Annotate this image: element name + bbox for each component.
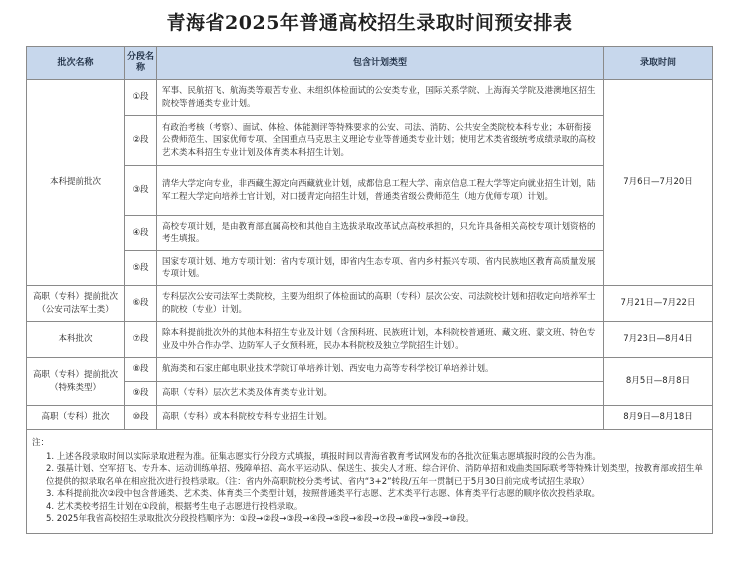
note-line: 1. 上述各段录取时间以实际录取进程为准。征集志愿实行分段方式填报，填报时间以青海省教育考试网发布的各批次征集志愿填报时段的公告为准。 bbox=[46, 451, 601, 462]
time-cell: 8月5日—8月8日 bbox=[604, 358, 713, 406]
time-cell: 7月6日—7月20日 bbox=[604, 80, 713, 286]
schedule-table bbox=[26, 46, 713, 534]
segment-cell: ⑥段 bbox=[125, 286, 157, 322]
page-title: 青海省2025年普通高校招生录取时间预安排表 bbox=[166, 12, 573, 34]
segment-cell: ⑤段 bbox=[125, 251, 157, 286]
plan-cell: 有政治考核（考察）、面试、体检、体能测评等特殊要求的公安、司法、消防、公共安全类院校本科专业；本研衔接公费师范生、国家优师专项、全国重点马克思主义理论专业等普通类专业计划；使用艺术类省级统考成绩录取的高校艺术类本科招生专业计划及体育类本科招生计划。 bbox=[157, 116, 604, 166]
plan-cell: 专科层次公安司法军士类院校，主要为组织了体检面试的高职（专科）层次公安、司法院校计划和招收定向培养军士的院校（专业）计划。 bbox=[157, 286, 604, 322]
table-row bbox=[27, 358, 713, 382]
table-row bbox=[27, 322, 713, 358]
header-batch: 批次名称 bbox=[27, 47, 125, 80]
note-line: 5. 2025年我省高校招生录取批次分段投档顺序为：①段→②段→③段→④段→⑤段→⑥段→⑦段→⑧段→⑨段→⑩段。 bbox=[46, 514, 474, 525]
batch-vocational-early-special: 高职（专科）提前批次（特殊类型） bbox=[27, 358, 125, 406]
plan-cell: 军事、民航招飞、航海类等艰苦专业、未组织体检面试的公安类专业，国际关系学院、上海海关学院及港澳地区招生院校等普通类专业计划。 bbox=[157, 80, 604, 116]
table-row bbox=[27, 80, 713, 116]
plan-cell: 高职（专科）或本科院校专科专业招生计划。 bbox=[157, 406, 604, 430]
batch-undergrad-early: 本科提前批次 bbox=[27, 80, 125, 286]
segment-cell: ④段 bbox=[125, 216, 157, 251]
batch-undergrad: 本科批次 bbox=[27, 322, 125, 358]
plan-cell: 国家专项计划、地方专项计划：省内专项计划，即省内生态专项、省内乡村振兴专项、省内民族地区教育高质量发展专项计划。 bbox=[157, 251, 604, 286]
plan-cell: 清华大学定向专业，非西藏生源定向西藏就业计划，成都信息工程大学、南京信息工程大学等定向就业招生计划，陆军工程大学定向培养士官计划，对口援青定向招生计划，普通类省级公费师范生（地方优师专项）计划。 bbox=[157, 166, 604, 216]
header-segment: 分段名称 bbox=[125, 47, 157, 80]
note-line: 4. 艺术类校考招生计划在①段前，根据考生电子志愿进行投档录取。 bbox=[46, 501, 303, 512]
segment-cell: ⑨段 bbox=[125, 382, 157, 406]
segment-cell: ②段 bbox=[125, 116, 157, 166]
note-line: 2. 强基计划、空军招飞、专升本、运动训练单招、残障单招、高水平运动队、保送生、拔尖人才班、综合评价、消防单招和戏曲类国际联考等特殊计划类型，按教育部或招生单位提供的拟录取名单在相应批次进行投档录取。（注：省内外高职院校分类考试、省内“3+2”转段/五年一贯制已于5月30日前完成考试招生录取） bbox=[46, 464, 703, 487]
segment-cell: ①段 bbox=[125, 80, 157, 116]
segment-cell: ⑦段 bbox=[125, 322, 157, 358]
plan-cell: 高职（专科）层次艺术类及体育类专业计划。 bbox=[157, 382, 604, 406]
notes-section bbox=[27, 430, 713, 534]
notes-heading: 注： bbox=[32, 438, 50, 449]
header-row bbox=[27, 47, 713, 80]
note-line: 3. 本科提前批次②段中包含普通类、艺术类、体育类三个类型计划，按照普通类平行志愿、艺术类平行志愿、体育类平行志愿的顺序依次投档录取。 bbox=[46, 489, 600, 500]
header-plan: 包含计划类型 bbox=[157, 47, 604, 80]
table-row bbox=[27, 286, 713, 322]
plan-cell: 高校专项计划，是由教育部直属高校和其他自主选拔录取改革试点高校承担的，只允许具备相关高校专项计划资格的考生填报。 bbox=[157, 216, 604, 251]
time-cell: 7月23日—8月4日 bbox=[604, 322, 713, 358]
batch-vocational-early-police: 高职（专科）提前批次（公安司法军士类） bbox=[27, 286, 125, 322]
time-cell: 8月9日—8月18日 bbox=[604, 406, 713, 430]
segment-cell: ⑩段 bbox=[125, 406, 157, 430]
time-cell: 7月21日—7月22日 bbox=[604, 286, 713, 322]
segment-cell: ⑧段 bbox=[125, 358, 157, 382]
header-time: 录取时间 bbox=[604, 47, 713, 80]
table-row bbox=[27, 406, 713, 430]
segment-cell: ③段 bbox=[125, 166, 157, 216]
plan-cell: 航海类和石家庄邮电职业技术学院订单培养计划、西安电力高等专科学校订单培养计划。 bbox=[157, 358, 604, 382]
notes-row bbox=[27, 430, 713, 534]
plan-cell: 除本科提前批次外的其他本科招生专业及计划（含预科班、民族班计划，本科院校普通班、藏文班、蒙文班、特色专业及中外合作办学、边防军人子女预科班，民办本科院校及独立学院招生计划）。 bbox=[157, 322, 604, 358]
batch-vocational: 高职（专科）批次 bbox=[27, 406, 125, 430]
